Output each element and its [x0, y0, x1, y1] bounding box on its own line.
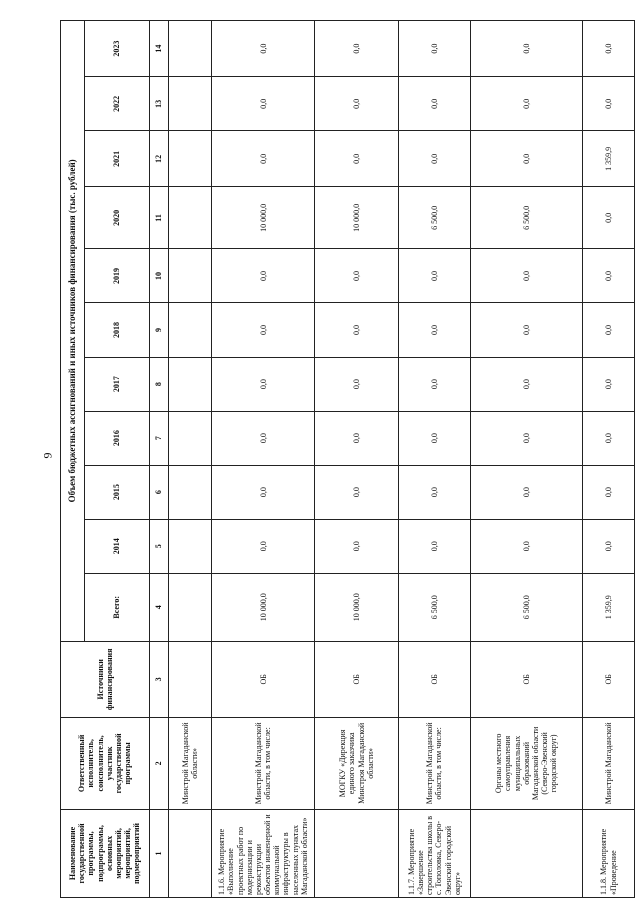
row-value: 0,0 [212, 519, 315, 573]
row-value: 0,0 [212, 131, 315, 187]
row-name [314, 809, 398, 897]
row-value [169, 187, 212, 249]
column-number: 2 [149, 717, 168, 809]
row-value: 0,0 [583, 187, 635, 249]
row-name [470, 809, 582, 897]
row-value: 0,0 [470, 411, 582, 465]
row-value: 0,0 [583, 357, 635, 411]
table-row [169, 21, 212, 898]
row-value [169, 465, 212, 519]
row-executor: МОГКУ «Дирекция единого заказчика Минстроя Магаданской области» [314, 717, 398, 809]
row-executor: Минстрой Магаданской области, в том числе: [212, 717, 315, 809]
row-value: 0,0 [583, 465, 635, 519]
row-value [169, 411, 212, 465]
column-number: 8 [149, 357, 168, 411]
table-row [314, 21, 398, 898]
header-year: 2019 [84, 249, 149, 303]
row-value: 0,0 [583, 77, 635, 131]
column-number: 5 [149, 519, 168, 573]
header-year: 2014 [84, 519, 149, 573]
row-value: 0,0 [212, 249, 315, 303]
row-value: 0,0 [314, 411, 398, 465]
row-value: 0,0 [470, 519, 582, 573]
header-year: 2016 [84, 411, 149, 465]
header-row-group [61, 21, 85, 898]
header-year: 2018 [84, 303, 149, 357]
column-number: 1 [149, 809, 168, 897]
row-value [169, 573, 212, 641]
table-row [212, 21, 315, 898]
row-value: 0,0 [399, 77, 470, 131]
row-value [169, 519, 212, 573]
row-value: 0,0 [399, 303, 470, 357]
row-value: 0,0 [399, 249, 470, 303]
header-funding-group: Объем бюджетных ассигнований и иных источников финансирования (тыс. рублей) [61, 21, 85, 642]
row-value [169, 77, 212, 131]
row-name [169, 809, 212, 897]
row-value: 0,0 [399, 411, 470, 465]
row-source: ОБ [314, 641, 398, 717]
row-value: 6 500,0 [470, 573, 582, 641]
row-value: 0,0 [314, 249, 398, 303]
page-number: 9 [40, 452, 55, 459]
column-number-row [149, 21, 168, 898]
row-value [169, 249, 212, 303]
row-value: 0,0 [470, 303, 582, 357]
row-value: 1 359,9 [583, 573, 635, 641]
row-value: 10 000,0 [212, 187, 315, 249]
row-executor: Минстрой Магаданской области» [169, 717, 212, 809]
row-value: 0,0 [212, 411, 315, 465]
row-value: 0,0 [212, 21, 315, 77]
header-executor: Ответственный исполнитель, соисполнитель, участник государственной программы [61, 717, 150, 809]
row-value: 0,0 [212, 465, 315, 519]
row-value: 6 500,0 [399, 187, 470, 249]
row-value: 0,0 [314, 77, 398, 131]
row-value: 0,0 [470, 465, 582, 519]
header-name: Наименование государственной программы, подпрограммы, основных мероприятий, мероприятий, подмероприятий [61, 809, 150, 897]
column-number: 14 [149, 21, 168, 77]
row-value: 0,0 [583, 519, 635, 573]
row-name: 1.1.6. Мероприятие «Выполнение проектных работ по модернизации и реконструкции объектов инженерной и коммунальной инфраструктуры в населенных пунктах Магаданской области» [212, 809, 315, 897]
row-value: 0,0 [314, 131, 398, 187]
row-source [169, 641, 212, 717]
row-value: 0,0 [583, 303, 635, 357]
row-value: 0,0 [399, 357, 470, 411]
row-value: 0,0 [212, 357, 315, 411]
rotated-table-container [60, 20, 635, 898]
row-source: ОБ [399, 641, 470, 717]
row-value: 0,0 [399, 519, 470, 573]
row-value: 0,0 [583, 411, 635, 465]
row-source: ОБ [212, 641, 315, 717]
row-value: 0,0 [470, 77, 582, 131]
table-row [470, 21, 582, 898]
table-row [583, 21, 635, 898]
row-value: 0,0 [314, 465, 398, 519]
column-number: 6 [149, 465, 168, 519]
row-value: 6 500,0 [470, 187, 582, 249]
row-value: 0,0 [314, 303, 398, 357]
row-value: 6 500,0 [399, 573, 470, 641]
row-value: 0,0 [470, 249, 582, 303]
header-year: 2020 [84, 187, 149, 249]
row-value: 0,0 [470, 131, 582, 187]
row-value: 0,0 [583, 249, 635, 303]
column-number: 11 [149, 187, 168, 249]
row-value: 0,0 [583, 21, 635, 77]
table-row [399, 21, 470, 898]
column-number: 4 [149, 573, 168, 641]
rotated-table-sheet [60, 20, 635, 898]
column-number: 13 [149, 77, 168, 131]
row-value: 10 000,0 [314, 573, 398, 641]
row-name: 1.1.7. Мероприятие «Завершение строительства школы в с. Тополовка, Северо-Эвенский городской округ» [399, 809, 470, 897]
row-executor: Минстрой Магаданской [583, 717, 635, 809]
column-number: 3 [149, 641, 168, 717]
row-value: 10 000,0 [212, 573, 315, 641]
header-year: Всего: [84, 573, 149, 641]
column-number: 10 [149, 249, 168, 303]
row-value: 0,0 [470, 21, 582, 77]
funding-table [60, 20, 635, 898]
row-value: 0,0 [470, 357, 582, 411]
row-value [169, 21, 212, 77]
column-number: 9 [149, 303, 168, 357]
row-value: 0,0 [399, 465, 470, 519]
header-source: Источники финансирования [61, 641, 150, 717]
row-value: 1 359,9 [583, 131, 635, 187]
row-value: 0,0 [212, 303, 315, 357]
row-value: 0,0 [314, 21, 398, 77]
row-value: 0,0 [399, 131, 470, 187]
header-year: 2022 [84, 77, 149, 131]
header-year: 2017 [84, 357, 149, 411]
column-number: 7 [149, 411, 168, 465]
header-year: 2015 [84, 465, 149, 519]
row-name: 1.1.8. Мероприятие «Проведение [583, 809, 635, 897]
row-value: 0,0 [212, 77, 315, 131]
row-value [169, 131, 212, 187]
row-value: 0,0 [314, 357, 398, 411]
row-value: 0,0 [399, 21, 470, 77]
row-executor: Минстрой Магаданской области, в том числе: [399, 717, 470, 809]
header-year: 2021 [84, 131, 149, 187]
row-executor: Органы местного самоуправления муниципальных образований Магаданской области (Северо-Эвенский городской округ) [470, 717, 582, 809]
row-value [169, 357, 212, 411]
header-year: 2023 [84, 21, 149, 77]
row-source: ОБ [470, 641, 582, 717]
column-number: 12 [149, 131, 168, 187]
row-value [169, 303, 212, 357]
row-value: 10 000,0 [314, 187, 398, 249]
row-source: ОБ [583, 641, 635, 717]
row-value: 0,0 [314, 519, 398, 573]
